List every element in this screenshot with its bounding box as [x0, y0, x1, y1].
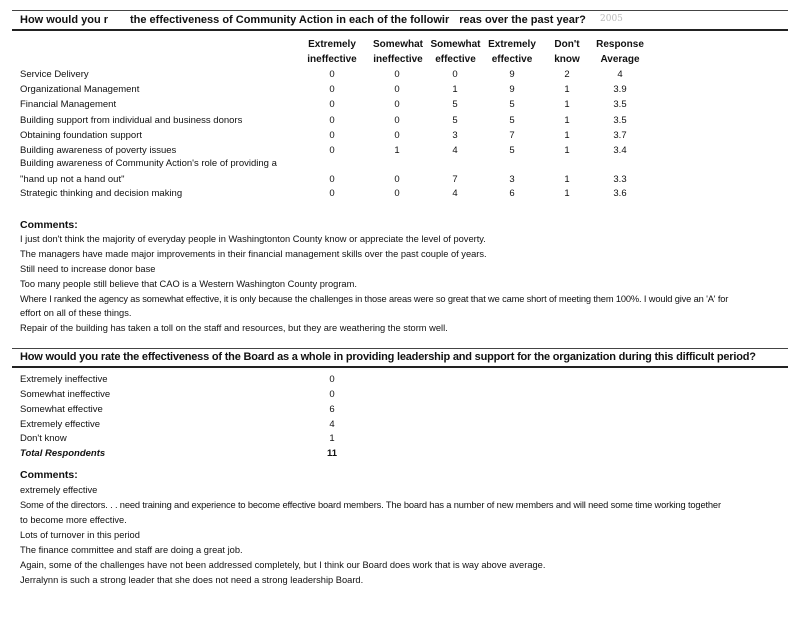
cell: 0: [394, 188, 400, 199]
row-label: Building support from individual and business donors: [20, 115, 243, 126]
comment-line: effort on all of these things.: [20, 308, 132, 318]
col-header-extremely-ineffective: Extremely ineffective: [307, 39, 357, 65]
col-header-extremely-effective: Extremely effective: [488, 39, 536, 65]
cell: 4: [617, 69, 623, 80]
cell: 3: [509, 174, 515, 185]
row-label: Somewhat effective: [20, 404, 103, 415]
cell: 1: [564, 145, 570, 156]
cell: 0: [329, 69, 335, 80]
comment-line: to become more effective.: [20, 515, 127, 525]
row-label: Obtaining foundation support: [20, 130, 143, 141]
section2-top-rule: [12, 348, 788, 349]
cell: 0: [394, 130, 400, 141]
comment-line: Repair of the building has taken a toll on the staff and resources, but they are weathering the storm well.: [20, 323, 448, 333]
row-label: Building awareness of poverty issues: [20, 145, 177, 156]
col-header-somewhat-effective: Somewhat effective: [430, 39, 481, 65]
cell: 0: [329, 174, 335, 185]
cell: 1: [452, 84, 458, 95]
cell: 7: [452, 174, 458, 185]
cell: 1: [564, 174, 570, 185]
cell: 3.4: [613, 145, 627, 156]
cell: 0: [394, 84, 400, 95]
row-label: Extremely effective: [20, 419, 101, 430]
cell: 3: [452, 130, 458, 141]
section1-question-part3: reas over the past year?: [459, 14, 586, 26]
row-label: Service Delivery: [20, 69, 89, 80]
comment-line: Lots of turnover in this period: [20, 530, 140, 540]
cell: 0: [329, 115, 335, 126]
cell: 0: [452, 69, 458, 80]
comment-line: Some of the directors. . . need training and experience to become effective board members. The board has a number of new members and will need some time working together: [20, 500, 721, 510]
cell: 1: [564, 99, 570, 110]
section1-question: [20, 14, 586, 26]
section1-question-part2: the effectiveness of Community Action in each of the followir: [130, 14, 450, 26]
cell: 6: [509, 188, 515, 199]
comment-line: Still need to increase donor base: [20, 264, 156, 274]
cell: 0: [394, 115, 400, 126]
cell: 1: [564, 130, 570, 141]
cell: 7: [509, 130, 515, 141]
cell: 3.3: [613, 174, 627, 185]
col-header-dont-know: Don't know: [554, 39, 580, 65]
cell: 0: [329, 389, 335, 400]
cell: 1: [564, 84, 570, 95]
section1-top-rule: [12, 10, 788, 11]
comment-line: Again, some of the challenges have not been addressed completely, but I think our Board does work that is way above average.: [20, 560, 546, 570]
cell: 3.5: [613, 99, 627, 110]
cell: 5: [452, 115, 458, 126]
cell: 0: [329, 84, 335, 95]
col-header-somewhat-ineffective: Somewhat ineffective: [372, 39, 423, 65]
col-header-response-average: Response Average: [596, 39, 644, 65]
cell: 0: [329, 99, 335, 110]
row-label: Strategic thinking and decision making: [20, 188, 183, 199]
comment-line: The finance committee and staff are doing a great job.: [20, 545, 243, 555]
comment-line: I just don't think the majority of everyday people in Washingtonton County know or appreciate the level of poverty.: [20, 234, 486, 244]
cell: 4: [452, 188, 458, 199]
cell: 2: [564, 69, 570, 80]
cell: 1: [564, 115, 570, 126]
comment-line: Too many people still believe that CAO is a Western Washington County program.: [20, 279, 357, 289]
total-respondents-label: Total Respondents: [20, 448, 106, 459]
comment-line: extremely effective: [20, 485, 98, 495]
cell: 3.6: [613, 188, 627, 199]
cell: 0: [329, 145, 335, 156]
cell: 5: [509, 145, 515, 156]
row-label: Don't know: [20, 433, 67, 444]
comment-line: Where I ranked the agency as somewhat effective, it is only because the challenges in those areas were so great that we came short of meeting them 100%. I would give an 'A' for: [20, 294, 729, 304]
cell: 3.7: [613, 130, 627, 141]
section1-question-part1: How would you r: [20, 14, 108, 26]
comments-heading: Comments:: [20, 469, 78, 481]
cell: 5: [509, 115, 515, 126]
total-respondents-value: 11: [326, 448, 338, 459]
row-label: Financial Management: [20, 99, 117, 110]
section2-question-rule: [12, 366, 788, 368]
cell: 0: [329, 130, 335, 141]
cell: 5: [509, 99, 515, 110]
row-label: Somewhat ineffective: [20, 389, 111, 400]
cell: 6: [329, 404, 335, 415]
cell: 0: [329, 374, 335, 385]
cell: 4: [452, 145, 458, 156]
comments-heading: Comments:: [20, 219, 78, 231]
section2-question: How would you rate the effectiveness of the Board as a whole in providing leadership and support for the organization during this difficult period?: [20, 351, 756, 363]
cell: 9: [509, 84, 515, 95]
cell: 5: [452, 99, 458, 110]
cell: 1: [564, 188, 570, 199]
cell: 3.9: [613, 84, 627, 95]
cell: 4: [329, 419, 335, 430]
comment-line: The managers have made major improvements in their financial management skills over the past couple of years.: [20, 249, 487, 259]
section1-question-rule: [12, 29, 788, 31]
cell: 0: [394, 99, 400, 110]
cell: 0: [394, 69, 400, 80]
row-label: Organizational Management: [20, 84, 140, 95]
cell: 1: [329, 433, 335, 444]
cell: 1: [394, 145, 400, 156]
comment-line: Jerralynn is such a strong leader that she does not need a strong leadership Board.: [20, 575, 364, 585]
cell: 0: [329, 188, 335, 199]
row-label: "hand up not a hand out": [20, 174, 125, 185]
cell: 3.5: [613, 115, 627, 126]
row-label: Extremely ineffective: [20, 374, 108, 385]
row-label-line1: Building awareness of Community Action's role of providing a: [20, 158, 277, 169]
handwritten-year-note: 2005: [600, 14, 623, 24]
cell: 9: [509, 69, 515, 80]
cell: 0: [394, 174, 400, 185]
